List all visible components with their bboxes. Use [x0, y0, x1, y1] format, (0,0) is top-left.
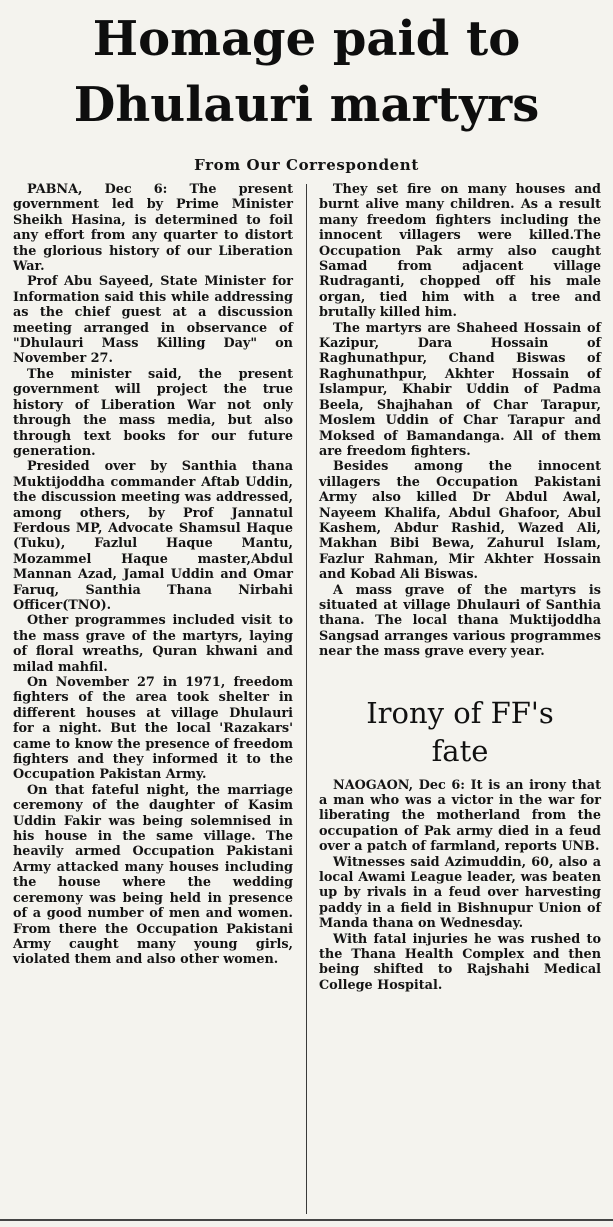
left-column — [13, 182, 293, 968]
main-headline-line-1: Homage paid to — [92, 11, 521, 67]
paragraph: Prof Abu Sayeed, State Minister for Information said this while addressing as the chief guest at a discussion meeting arranged in observance of "Dhulauri Mass Killing Day" on November 27. — [13, 274, 293, 367]
paragraph: On that fateful night, the marriage ceremony of the daughter of Kasim Uddin Fakir was being solemnised in his house in the same village. The heavily armed Occupation Pakistani Army attacked many houses including the house where the wedding ceremony was being held in presence of a good number of men and women. From there the Occupation Pakistani Army caught many young girls, violated them and also other women. — [13, 782, 293, 968]
paragraph: Other programmes included visit to the mass grave of the martyrs, laying of floral wreaths, Quran khwani and milad mahfil. — [13, 613, 293, 675]
paragraph: The minister said, the present government will project the true history of Liberation War not only through the mass media, but also through text books for our future generation. — [13, 366, 293, 459]
paragraph: PABNA, Dec 6: The present government led by Prime Minister Sheikh Hasina, is determined to foil any effort from any quarter to distort the glorious history of our Liberation War. — [13, 182, 293, 275]
secondary-headline-line-1: Irony of FF's — [366, 695, 554, 730]
paragraph: A mass grave of the martyrs is situated at village Dhulauri of Santhia thana. The local thana Muktijoddha Sangsad arranges various programmes near the mass grave every year. — [319, 582, 601, 660]
right-column — [319, 182, 601, 993]
secondary-headline — [319, 694, 601, 770]
paragraph: The martyrs are Shaheed Hossain of Kazipur, Dara Hossain of Raghunathpur, Chand Biswas of Raghunathpur, Akhter Hossain of Islampur, Khabir Uddin of Padma Beela, Shajhahan of Char Tarapur, Moslem Uddin of Char Tarapur and Moksed of Bamandanga. All of them are freedom fighters. — [319, 320, 601, 459]
paragraph: NAOGAON, Dec 6: It is an irony that a man who was a victor in the war for liberating the motherland from the occupation of Pak army died in a feud over a patch of farmland, reports UNB. — [319, 777, 601, 855]
paragraph: Presided over by Santhia thana Muktijoddha commander Aftab Uddin, the discussion meeting was addressed, among others, by Prof Jannatul Ferdous MP, Advocate Shamsul Haque (Tuku), Fazlul Haque Mantu, Mozammel Haque master,Abdul Mannan Azad, Jamal Uddin and Omar Faruq, Santhia Thana Nirbahi Officer(TNO). — [13, 459, 293, 613]
paragraph: They set fire on many houses and burnt alive many children. As a result many freedom fighters including the innocent villagers were killed.The Occupation Pak army also caught Samad from adjacent village Rudraganti, chopped off his male organ, tied him with a tree and brutally killed him. — [319, 182, 601, 321]
main-headline-line-2: Dhulauri martyrs — [73, 77, 540, 133]
bottom-border — [0, 1219, 613, 1221]
paragraph: Besides among the innocent villagers the Occupation Pakistani Army also killed Dr Abdul Awal, Nayeem Khalifa, Abdul Ghafoor, Abul Kashem, Abdur Rashid, Wazed Ali, Makhan Bibi Bewa, Zahurul Islam, Fazlur Rahman, Mir Akhter Hossain and Kobad Ali Biswas. — [319, 459, 601, 583]
byline: From Our Correspondent — [194, 156, 419, 174]
paragraph: On November 27 in 1971, freedom fighters of the area took shelter in different houses at village Dhulauri for a night. But the local 'Razakars' came to know the presence of freedom fighters and they informed it to the Occupation Pakistan Army. — [13, 675, 293, 783]
paragraph: With fatal injuries he was rushed to the Thana Health Complex and then being shifted to Rajshahi Medical College Hospital. — [319, 931, 601, 993]
secondary-headline-line-2: fate — [431, 733, 489, 768]
main-headline — [0, 6, 613, 138]
column-divider — [306, 184, 307, 1214]
paragraph: Witnesses said Azimuddin, 60, also a local Awami League leader, was beaten up by rivals in a feud over harvesting paddy in a field in Bishnupur Union of Manda thana on Wednesday. — [319, 854, 601, 932]
